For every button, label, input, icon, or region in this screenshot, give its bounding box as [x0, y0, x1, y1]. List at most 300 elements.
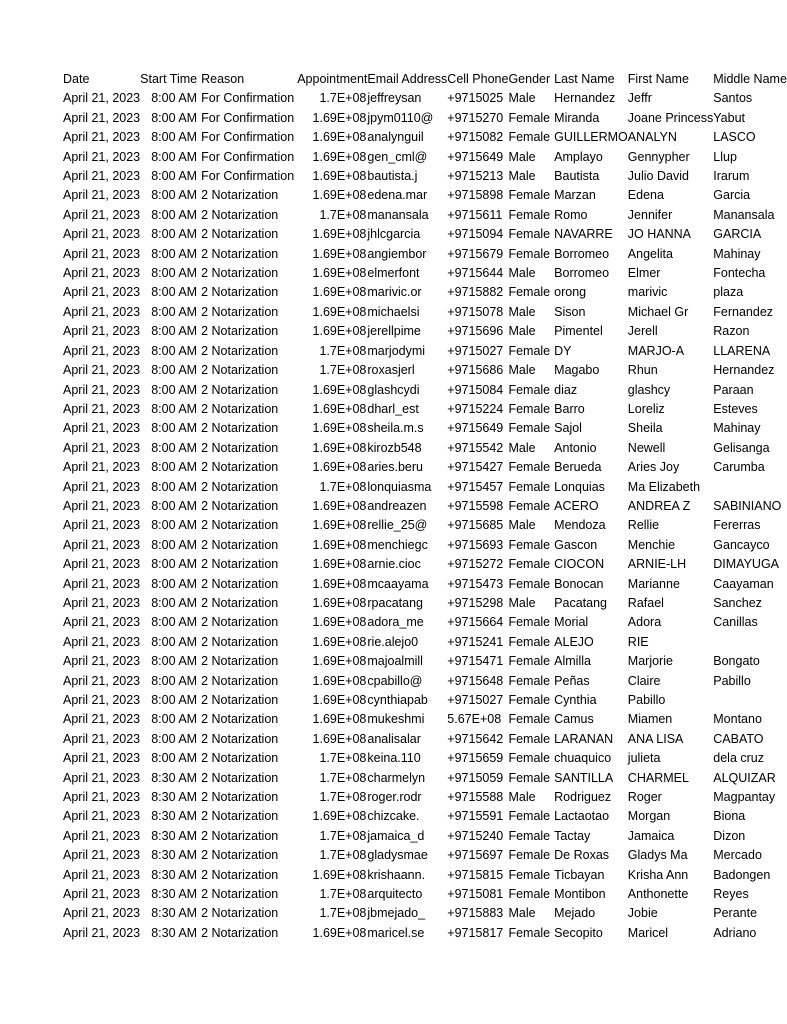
cell-start-time[interactable]: 8:00 AM: [151, 693, 198, 707]
cell-cell-phone[interactable]: +9715270: [447, 110, 504, 125]
cell-appointment[interactable]: 1.69E+08: [312, 304, 367, 319]
table-row[interactable]: [63, 904, 787, 923]
cell-start-time[interactable]: 8:00 AM: [151, 615, 198, 630]
cell-date[interactable]: April 21, 2023: [63, 693, 141, 707]
cell-start-time[interactable]: 8:30 AM: [151, 790, 198, 805]
cell-cell-phone[interactable]: +9715693: [447, 537, 504, 552]
header-appointment[interactable]: Appointment: [297, 72, 368, 86]
cell-middle-name[interactable]: DIMAYUGA: [713, 557, 780, 572]
cell-date[interactable]: April 21, 2023: [63, 343, 141, 358]
cell-date[interactable]: April 21, 2023: [63, 401, 141, 416]
cell-date[interactable]: April 21, 2023: [63, 906, 141, 921]
cell-last-name[interactable]: Romo: [554, 207, 588, 222]
cell-middle-name[interactable]: ALQUIZAR: [713, 770, 776, 785]
cell-last-name[interactable]: Mejado: [554, 906, 596, 921]
cell-date[interactable]: April 21, 2023: [63, 925, 141, 940]
cell-last-name[interactable]: diaz: [554, 382, 578, 397]
cell-start-time[interactable]: 8:00 AM: [151, 169, 198, 184]
cell-reason[interactable]: 2 Notarization: [201, 790, 279, 805]
cell-reason[interactable]: For Confirmation: [201, 91, 295, 106]
cell-reason[interactable]: 2 Notarization: [201, 576, 279, 591]
cell-reason[interactable]: 2 Notarization: [201, 460, 279, 475]
cell-start-time[interactable]: 8:00 AM: [151, 363, 198, 378]
cell-appointment[interactable]: 1.69E+08: [312, 324, 367, 339]
cell-reason[interactable]: 2 Notarization: [201, 906, 279, 921]
cell-email[interactable]: michaelsi: [367, 304, 420, 319]
cell-middle-name[interactable]: [713, 691, 787, 710]
cell-reason[interactable]: 2 Notarization: [201, 867, 279, 882]
table-row[interactable]: [63, 478, 787, 497]
cell-cell-phone[interactable]: +9715644: [447, 266, 504, 281]
cell-first-name[interactable]: Elmer: [627, 266, 661, 281]
cell-middle-name[interactable]: Paraan: [713, 382, 754, 397]
cell-appointment[interactable]: 1.7E+08: [319, 790, 367, 805]
cell-appointment[interactable]: 1.69E+08: [312, 246, 367, 261]
cell-date[interactable]: April 21, 2023: [63, 790, 141, 805]
cell-email[interactable]: gen_cml@: [367, 149, 428, 164]
table-row[interactable]: [63, 730, 787, 749]
cell-last-name[interactable]: Camus: [554, 712, 594, 727]
cell-first-name[interactable]: Angelita: [627, 246, 673, 261]
table-row[interactable]: [63, 924, 787, 943]
cell-first-name[interactable]: Jamaica: [627, 828, 675, 843]
cell-cell-phone[interactable]: +9715078: [447, 304, 504, 319]
table-row[interactable]: [63, 381, 787, 400]
cell-last-name[interactable]: Borromeo: [554, 266, 610, 281]
cell-middle-name[interactable]: Santos: [713, 91, 753, 106]
cell-gender[interactable]: Female: [508, 343, 551, 358]
cell-date[interactable]: April 21, 2023: [63, 809, 141, 824]
cell-start-time[interactable]: 8:00 AM: [151, 712, 198, 727]
table-row[interactable]: [63, 827, 787, 846]
cell-cell-phone[interactable]: +9715084: [447, 382, 504, 397]
cell-first-name[interactable]: Marjorie: [627, 654, 673, 669]
cell-first-name[interactable]: CHARMEL: [627, 770, 689, 785]
cell-middle-name[interactable]: Perante: [713, 906, 758, 921]
cell-gender[interactable]: Male: [508, 790, 536, 805]
cell-start-time[interactable]: 8:00 AM: [151, 246, 198, 261]
cell-middle-name[interactable]: Gancayco: [713, 537, 770, 552]
table-row[interactable]: [63, 283, 787, 302]
cell-start-time[interactable]: 8:00 AM: [151, 227, 198, 242]
cell-email[interactable]: rpacatang: [367, 595, 423, 610]
cell-appointment[interactable]: 1.69E+08: [312, 227, 367, 242]
cell-gender[interactable]: Female: [508, 925, 551, 940]
cell-cell-phone[interactable]: +9715027: [447, 693, 504, 707]
cell-email[interactable]: analisalar: [367, 731, 421, 746]
cell-start-time[interactable]: 8:00 AM: [151, 207, 198, 222]
cell-date[interactable]: April 21, 2023: [63, 460, 141, 475]
cell-email[interactable]: marjodymi: [367, 343, 426, 358]
cell-email[interactable]: mukeshmi: [367, 712, 425, 727]
cell-gender[interactable]: Female: [508, 479, 551, 494]
cell-date[interactable]: April 21, 2023: [63, 169, 141, 184]
cell-email[interactable]: cynthiapab: [367, 693, 428, 707]
table-row[interactable]: [63, 322, 787, 341]
cell-middle-name[interactable]: Manansala: [713, 207, 775, 222]
cell-appointment[interactable]: 1.7E+08: [319, 906, 367, 921]
cell-date[interactable]: April 21, 2023: [63, 91, 141, 106]
cell-start-time[interactable]: 8:00 AM: [151, 479, 198, 494]
cell-gender[interactable]: Female: [508, 809, 551, 824]
cell-cell-phone[interactable]: +9715815: [447, 867, 504, 882]
cell-reason[interactable]: 2 Notarization: [201, 712, 279, 727]
cell-email[interactable]: glashcydi: [367, 382, 420, 397]
cell-middle-name[interactable]: Yabut: [713, 110, 746, 125]
cell-appointment[interactable]: 1.69E+08: [312, 401, 367, 416]
cell-gender[interactable]: Female: [508, 401, 551, 416]
cell-start-time[interactable]: 8:00 AM: [151, 518, 198, 533]
cell-start-time[interactable]: 8:00 AM: [151, 285, 198, 300]
cell-middle-name[interactable]: Fererras: [713, 518, 761, 533]
cell-first-name[interactable]: Krisha Ann: [627, 867, 689, 882]
cell-appointment[interactable]: 1.69E+08: [312, 693, 367, 707]
cell-first-name[interactable]: Maricel: [627, 925, 669, 940]
cell-gender[interactable]: Female: [508, 246, 551, 261]
cell-first-name[interactable]: julieta: [627, 751, 661, 766]
cell-date[interactable]: April 21, 2023: [63, 304, 141, 319]
cell-middle-name[interactable]: Gelisanga: [713, 440, 770, 455]
cell-start-time[interactable]: 8:00 AM: [151, 324, 198, 339]
cell-appointment[interactable]: 1.7E+08: [319, 848, 367, 863]
cell-gender[interactable]: Male: [508, 595, 536, 610]
cell-middle-name[interactable]: Reyes: [713, 887, 749, 902]
cell-middle-name[interactable]: LASCO: [713, 130, 756, 145]
cell-middle-name[interactable]: Mahinay: [713, 421, 761, 436]
header-first-name[interactable]: First Name: [627, 72, 689, 86]
cell-middle-name[interactable]: dela cruz: [713, 751, 764, 766]
cell-date[interactable]: April 21, 2023: [63, 731, 141, 746]
header-date[interactable]: Date: [63, 72, 90, 86]
cell-reason[interactable]: 2 Notarization: [201, 227, 279, 242]
table-row[interactable]: [63, 458, 787, 477]
cell-gender[interactable]: Female: [508, 712, 551, 727]
cell-appointment[interactable]: 1.69E+08: [312, 925, 367, 940]
cell-last-name[interactable]: Lonquias: [554, 479, 605, 494]
cell-middle-name[interactable]: Adriano: [713, 925, 757, 940]
cell-date[interactable]: April 21, 2023: [63, 207, 141, 222]
cell-appointment[interactable]: 1.7E+08: [319, 479, 367, 494]
cell-gender[interactable]: Male: [508, 149, 536, 164]
cell-date[interactable]: April 21, 2023: [63, 828, 141, 843]
cell-date[interactable]: April 21, 2023: [63, 285, 141, 300]
cell-last-name[interactable]: Tactay: [554, 828, 591, 843]
cell-cell-phone[interactable]: +9715659: [447, 751, 504, 766]
cell-appointment[interactable]: 1.69E+08: [312, 188, 367, 203]
cell-cell-phone[interactable]: +9715473: [447, 576, 504, 591]
cell-first-name[interactable]: ANALYN: [627, 130, 677, 145]
cell-appointment[interactable]: 1.69E+08: [312, 266, 367, 281]
cell-gender[interactable]: Female: [508, 227, 551, 242]
cell-last-name[interactable]: Pacatang: [554, 595, 607, 610]
cell-date[interactable]: April 21, 2023: [63, 421, 141, 436]
cell-gender[interactable]: Female: [508, 421, 551, 436]
cell-appointment[interactable]: 1.7E+08: [319, 828, 367, 843]
cell-reason[interactable]: 2 Notarization: [201, 887, 279, 902]
cell-last-name[interactable]: Almilla: [554, 654, 591, 669]
cell-reason[interactable]: 2 Notarization: [201, 595, 279, 610]
cell-last-name[interactable]: GUILLERMO: [554, 130, 628, 145]
cell-last-name[interactable]: Antonio: [554, 440, 597, 455]
cell-date[interactable]: April 21, 2023: [63, 363, 141, 378]
cell-appointment[interactable]: 1.7E+08: [319, 770, 367, 785]
cell-first-name[interactable]: Adora: [627, 615, 662, 630]
cell-gender[interactable]: Male: [508, 518, 536, 533]
cell-start-time[interactable]: 8:00 AM: [151, 130, 198, 145]
cell-middle-name[interactable]: Dizon: [713, 828, 746, 843]
cell-date[interactable]: April 21, 2023: [63, 479, 141, 494]
cell-date[interactable]: April 21, 2023: [63, 634, 141, 649]
cell-reason[interactable]: 2 Notarization: [201, 324, 279, 339]
cell-reason[interactable]: 2 Notarization: [201, 731, 279, 746]
cell-last-name[interactable]: ACERO: [554, 498, 599, 513]
cell-cell-phone[interactable]: +9715059: [447, 770, 504, 785]
cell-start-time[interactable]: 8:30 AM: [151, 867, 198, 882]
cell-last-name[interactable]: Mendoza: [554, 518, 606, 533]
cell-gender[interactable]: Female: [508, 207, 551, 222]
cell-email[interactable]: rie.alejo0: [367, 634, 419, 649]
cell-email[interactable]: jbmejado_: [367, 906, 426, 921]
cell-date[interactable]: April 21, 2023: [63, 770, 141, 785]
cell-date[interactable]: April 21, 2023: [63, 557, 141, 572]
table-row[interactable]: [63, 128, 787, 147]
cell-email[interactable]: lonquiasma: [367, 479, 432, 494]
cell-appointment[interactable]: 1.69E+08: [312, 285, 367, 300]
cell-email[interactable]: menchiegc: [367, 537, 428, 552]
cell-appointment[interactable]: 1.69E+08: [312, 498, 367, 513]
cell-start-time[interactable]: 8:00 AM: [151, 343, 198, 358]
table-row[interactable]: [63, 672, 787, 691]
table-row[interactable]: [63, 807, 787, 826]
cell-cell-phone[interactable]: +9715664: [447, 615, 504, 630]
cell-cell-phone[interactable]: +9715081: [447, 887, 504, 902]
cell-gender[interactable]: Male: [508, 266, 536, 281]
cell-email[interactable]: chizcake.: [367, 809, 420, 824]
cell-first-name[interactable]: Sheila: [627, 421, 663, 436]
cell-middle-name[interactable]: Magpantay: [713, 790, 776, 805]
cell-date[interactable]: April 21, 2023: [63, 266, 141, 281]
cell-gender[interactable]: Female: [508, 537, 551, 552]
cell-date[interactable]: April 21, 2023: [63, 110, 141, 125]
header-email[interactable]: Email Address: [367, 72, 448, 86]
cell-reason[interactable]: 2 Notarization: [201, 304, 279, 319]
cell-first-name[interactable]: Michael Gr: [627, 304, 689, 319]
cell-email[interactable]: jeffreysan: [367, 91, 422, 106]
cell-appointment[interactable]: 1.69E+08: [312, 537, 367, 552]
table-row[interactable]: [63, 652, 787, 671]
cell-reason[interactable]: 2 Notarization: [201, 363, 279, 378]
cell-first-name[interactable]: ANA LISA: [627, 731, 684, 746]
cell-first-name[interactable]: Morgan: [627, 809, 671, 824]
cell-date[interactable]: April 21, 2023: [63, 712, 141, 727]
cell-gender[interactable]: Female: [508, 634, 551, 649]
cell-email[interactable]: sheila.m.s: [367, 421, 424, 436]
cell-reason[interactable]: 2 Notarization: [201, 770, 279, 785]
cell-email[interactable]: edena.mar: [367, 188, 428, 203]
cell-cell-phone[interactable]: +9715240: [447, 828, 504, 843]
cell-date[interactable]: April 21, 2023: [63, 440, 141, 455]
cell-middle-name[interactable]: Garcia: [713, 188, 751, 203]
cell-first-name[interactable]: Newell: [627, 440, 666, 455]
header-start-time[interactable]: Start Time: [140, 72, 198, 86]
cell-cell-phone[interactable]: +9715648: [447, 673, 504, 688]
cell-reason[interactable]: 2 Notarization: [201, 848, 279, 863]
table-row[interactable]: [63, 167, 787, 186]
cell-email[interactable]: jpym0110@: [367, 110, 434, 125]
cell-date[interactable]: April 21, 2023: [63, 130, 141, 145]
cell-last-name[interactable]: Sison: [554, 304, 586, 319]
cell-cell-phone[interactable]: +9715082: [447, 130, 504, 145]
cell-email[interactable]: aries.beru: [367, 460, 423, 475]
cell-reason[interactable]: 2 Notarization: [201, 382, 279, 397]
cell-email[interactable]: krishaann.: [367, 867, 426, 882]
cell-middle-name[interactable]: Badongen: [713, 867, 771, 882]
cell-cell-phone[interactable]: +9715588: [447, 790, 504, 805]
cell-first-name[interactable]: marivic: [627, 285, 668, 300]
cell-cell-phone[interactable]: +9715883: [447, 906, 504, 921]
table-row[interactable]: [63, 691, 787, 710]
cell-appointment[interactable]: 1.69E+08: [312, 557, 367, 572]
cell-reason[interactable]: 2 Notarization: [201, 925, 279, 940]
cell-date[interactable]: April 21, 2023: [63, 537, 141, 552]
cell-cell-phone[interactable]: +9715241: [447, 634, 504, 649]
cell-first-name[interactable]: Jobie: [627, 906, 658, 921]
cell-middle-name[interactable]: Mahinay: [713, 246, 761, 261]
cell-start-time[interactable]: 8:00 AM: [151, 304, 198, 319]
cell-date[interactable]: April 21, 2023: [63, 518, 141, 533]
cell-last-name[interactable]: Amplayo: [554, 149, 603, 164]
cell-middle-name[interactable]: Canillas: [713, 615, 758, 630]
cell-gender[interactable]: Female: [508, 770, 551, 785]
cell-reason[interactable]: 2 Notarization: [201, 266, 279, 281]
cell-start-time[interactable]: 8:00 AM: [151, 751, 198, 766]
cell-last-name[interactable]: Miranda: [554, 110, 600, 125]
cell-first-name[interactable]: Pabillo: [627, 693, 666, 707]
cell-appointment[interactable]: 1.7E+08: [319, 887, 367, 902]
table-row[interactable]: [63, 148, 787, 167]
cell-appointment[interactable]: 1.7E+08: [319, 751, 367, 766]
cell-middle-name[interactable]: Biona: [713, 809, 746, 824]
cell-reason[interactable]: 2 Notarization: [201, 557, 279, 572]
cell-reason[interactable]: For Confirmation: [201, 169, 295, 184]
cell-cell-phone[interactable]: +9715696: [447, 324, 504, 339]
cell-date[interactable]: April 21, 2023: [63, 673, 141, 688]
cell-reason[interactable]: 2 Notarization: [201, 440, 279, 455]
cell-email[interactable]: roger.rodr: [367, 790, 422, 805]
cell-email[interactable]: roxasjerl: [367, 363, 415, 378]
cell-last-name[interactable]: Ticbayan: [554, 867, 605, 882]
cell-gender[interactable]: Female: [508, 285, 551, 300]
cell-reason[interactable]: 2 Notarization: [201, 188, 279, 203]
cell-email[interactable]: jhlcgarcia: [367, 227, 421, 242]
cell-start-time[interactable]: 8:30 AM: [151, 848, 198, 863]
cell-last-name[interactable]: Berueda: [554, 460, 602, 475]
cell-start-time[interactable]: 8:00 AM: [151, 731, 198, 746]
cell-gender[interactable]: Male: [508, 304, 536, 319]
cell-first-name[interactable]: Roger: [627, 790, 662, 805]
cell-cell-phone[interactable]: +9715686: [447, 363, 504, 378]
cell-last-name[interactable]: Gascon: [554, 537, 598, 552]
cell-appointment[interactable]: 1.69E+08: [312, 110, 367, 125]
cell-gender[interactable]: Male: [508, 324, 536, 339]
cell-reason[interactable]: 2 Notarization: [201, 751, 279, 766]
cell-start-time[interactable]: 8:00 AM: [151, 188, 198, 203]
cell-start-time[interactable]: 8:30 AM: [151, 770, 198, 785]
table-row[interactable]: [63, 846, 787, 865]
cell-last-name[interactable]: CIOCON: [554, 557, 605, 572]
cell-middle-name[interactable]: Llup: [713, 149, 737, 164]
cell-date[interactable]: April 21, 2023: [63, 615, 141, 630]
cell-cell-phone[interactable]: +9715598: [447, 498, 504, 513]
cell-appointment[interactable]: 1.69E+08: [312, 809, 367, 824]
table-row[interactable]: [63, 361, 787, 380]
cell-first-name[interactable]: Anthonette: [627, 887, 689, 902]
table-row[interactable]: [63, 419, 787, 438]
cell-last-name[interactable]: orong: [554, 285, 587, 300]
cell-gender[interactable]: Male: [508, 440, 536, 455]
cell-email[interactable]: arnie.cioc: [367, 557, 421, 572]
cell-first-name[interactable]: Gladys Ma: [627, 848, 688, 863]
cell-start-time[interactable]: 8:00 AM: [151, 91, 198, 106]
cell-cell-phone[interactable]: +9715649: [447, 149, 504, 164]
cell-email[interactable]: dharl_est: [367, 401, 419, 416]
cell-first-name[interactable]: Joane Princess: [627, 110, 714, 125]
cell-middle-name[interactable]: Caayaman: [713, 576, 774, 591]
cell-start-time[interactable]: 8:00 AM: [151, 110, 198, 125]
table-row[interactable]: [63, 555, 787, 574]
cell-appointment[interactable]: 1.69E+08: [312, 518, 367, 533]
cell-cell-phone[interactable]: +9715224: [447, 401, 504, 416]
cell-gender[interactable]: Female: [508, 751, 551, 766]
cell-email[interactable]: analynguil: [367, 130, 424, 145]
cell-start-time[interactable]: 8:30 AM: [151, 828, 198, 843]
cell-date[interactable]: April 21, 2023: [63, 227, 141, 242]
header-last-name[interactable]: Last Name: [554, 72, 615, 86]
cell-last-name[interactable]: Borromeo: [554, 246, 610, 261]
cell-first-name[interactable]: Jerell: [627, 324, 658, 339]
cell-last-name[interactable]: Secopito: [554, 925, 603, 940]
cell-first-name[interactable]: MARJO-A: [627, 343, 685, 358]
cell-gender[interactable]: Female: [508, 615, 551, 630]
table-row[interactable]: [63, 342, 787, 361]
cell-first-name[interactable]: Julio David: [627, 169, 689, 184]
cell-gender[interactable]: Female: [508, 673, 551, 688]
table-row[interactable]: [63, 594, 787, 613]
cell-gender[interactable]: Male: [508, 363, 536, 378]
cell-start-time[interactable]: 8:30 AM: [151, 809, 198, 824]
cell-last-name[interactable]: Hernandez: [554, 91, 616, 106]
cell-first-name[interactable]: Miamen: [627, 712, 673, 727]
cell-cell-phone[interactable]: +9715025: [447, 91, 504, 106]
cell-gender[interactable]: Female: [508, 887, 551, 902]
cell-first-name[interactable]: Marianne: [627, 576, 680, 591]
cell-appointment[interactable]: 1.69E+08: [312, 149, 367, 164]
cell-start-time[interactable]: 8:00 AM: [151, 537, 198, 552]
cell-start-time[interactable]: 8:00 AM: [151, 382, 198, 397]
cell-last-name[interactable]: DY: [554, 343, 572, 358]
cell-first-name[interactable]: Jeffr: [627, 91, 652, 106]
table-row[interactable]: [63, 264, 787, 283]
cell-email[interactable]: mcaayama: [367, 576, 429, 591]
cell-appointment[interactable]: 1.69E+08: [312, 576, 367, 591]
cell-gender[interactable]: Male: [508, 906, 536, 921]
cell-date[interactable]: April 21, 2023: [63, 149, 141, 164]
cell-start-time[interactable]: 8:00 AM: [151, 654, 198, 669]
cell-start-time[interactable]: 8:00 AM: [151, 595, 198, 610]
cell-email[interactable]: maricel.se: [367, 925, 425, 940]
cell-last-name[interactable]: Montibon: [554, 887, 606, 902]
table-row[interactable]: [63, 885, 787, 904]
